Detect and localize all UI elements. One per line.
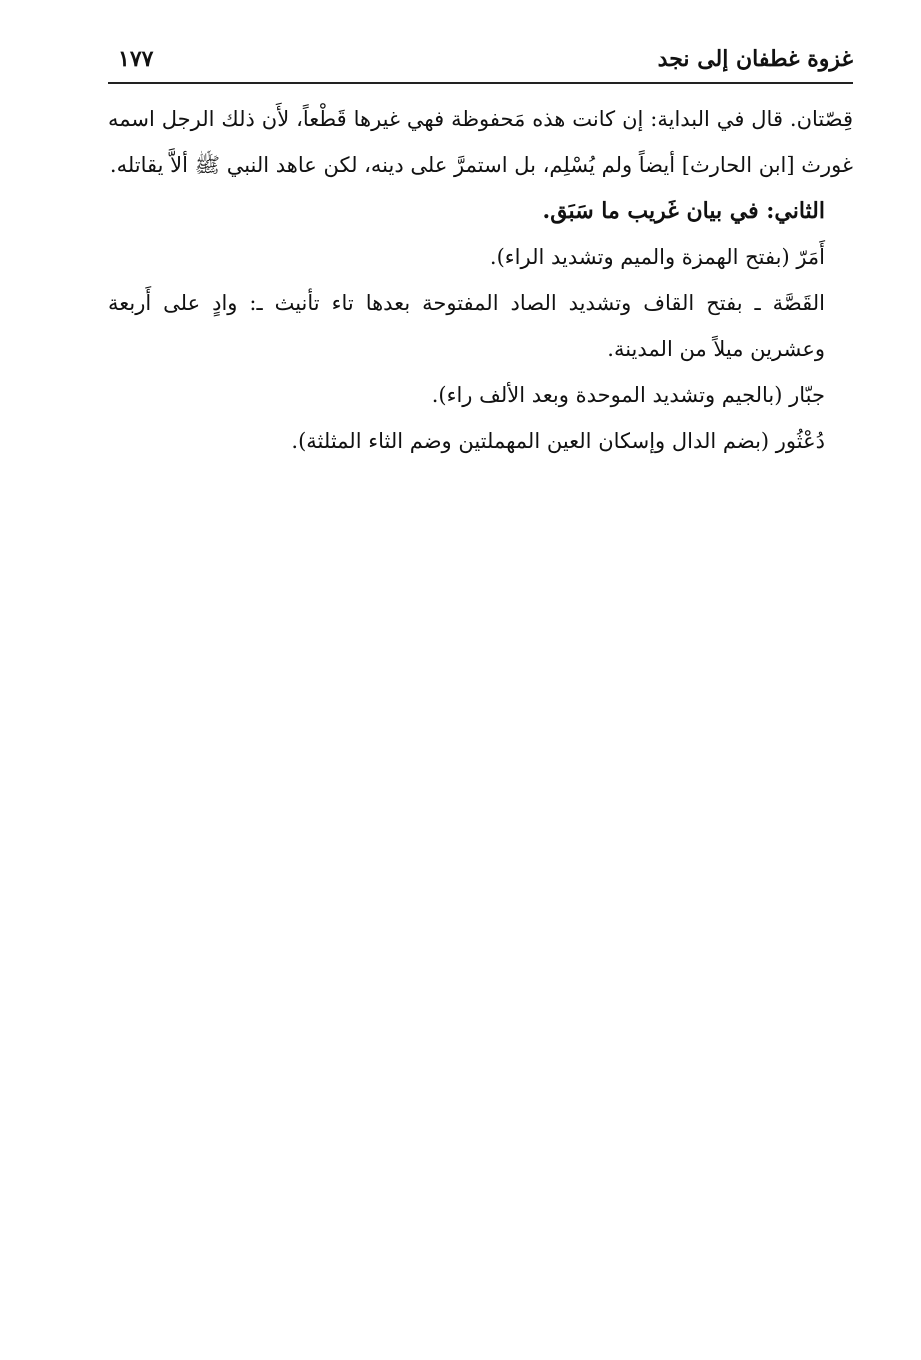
page-number: ١٧٧: [118, 46, 154, 72]
definition-qassah: القَصَّة ـ بفتح القاف وتشديد الصاد المفتوحة بعدها تاء تأنيث ـ: وادٍ على أَربعة وعشرين ميلاً من المدينة.: [108, 291, 825, 361]
definition-jabbar: جبّار (بالجيم وتشديد الموحدة وبعد الألف راء).: [431, 383, 825, 407]
running-header: [108, 42, 853, 78]
definition-amarr: أَمَرّ (بفتح الهمزة والميم وتشديد الراء).: [489, 245, 825, 269]
body-text: [108, 96, 853, 464]
header-rule: [108, 82, 853, 84]
definition-dathur: دُعْثُور (بضم الدال وإسكان العين المهملتين وضم الثاء المثلثة).: [291, 429, 825, 453]
chapter-title: غزوة غطفان إلى نجد: [657, 46, 853, 72]
paragraph-intro: قِصّتان. قال في البداية: إن كانت هذه مَحفوظة فهي غيرها قَطْعاً، لأَن ذلك الرجل اسمه غورث [ابن الحارث] أيضاً ولم يُسْلِم، بل استمرَّ على دينه، لكن عاهد النبي ﷺ ألاَّ يقاتله.: [108, 107, 853, 177]
section-heading: الثاني: في بيان غَريب ما سَبَق.: [542, 198, 825, 224]
